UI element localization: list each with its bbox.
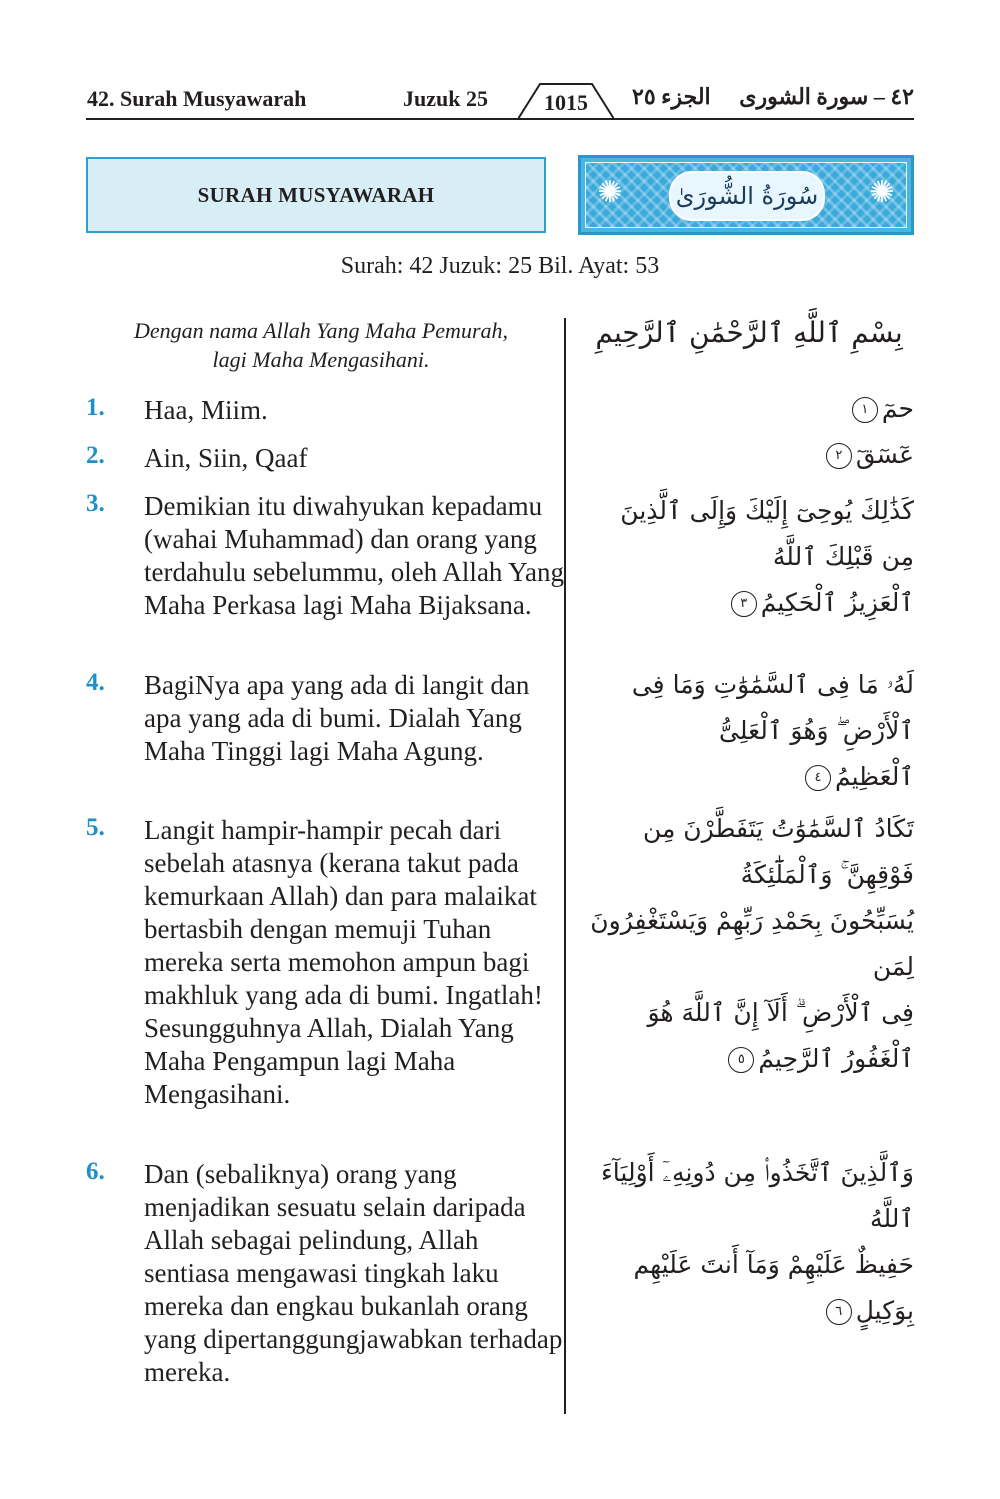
arabic-line: ٱلْعَزِيزُ ٱلْحَكِيمُ <box>760 588 914 617</box>
ayah-marker: ٤ <box>805 765 831 791</box>
arabic-line: يُسَبِّحُونَ بِحَمْدِ رَبِّهِمْ وَيَسْتَغْفِرُونَ لِمَن <box>590 906 914 981</box>
arabic-title: سُورَةُ الشُّورَىٰ <box>675 182 819 210</box>
bismillah-translation <box>88 316 554 374</box>
verse-number: 6. <box>86 1158 105 1185</box>
arabic-title-ornament <box>578 155 914 235</box>
ayah-marker: ٥ <box>728 1047 754 1073</box>
surah-title: SURAH MUSYAWARAH <box>197 182 435 207</box>
arabic-line: فِى ٱلْأَرْضِ ۗ أَلَآ إِنَّ ٱللَّهَ هُوَ ٱلْغَفُورُ ٱلرَّحِيمُ <box>647 998 914 1073</box>
arabic-line: حمٓ <box>881 394 914 423</box>
verse-arabic <box>584 806 914 1082</box>
verse-number: 1. <box>86 394 105 421</box>
verse-text: Ain, Siin, Qaaf <box>144 443 308 473</box>
verse-number: 2. <box>86 442 105 469</box>
column-divider <box>564 318 566 1414</box>
arabic-line: كَذَٰلِكَ يُوحِىٓ إِلَيْكَ وَإِلَى ٱلَّذِينَ مِن قَبْلِكَ ٱللَّهُ <box>620 496 914 571</box>
arabic-line: وَٱلَّذِينَ ٱتَّخَذُوا۟ مِن دُونِهِۦٓ أَوْلِيَآءَ ٱللَّهُ <box>601 1158 914 1233</box>
ornament-star-icon: ✺ <box>597 176 623 209</box>
arabic-line: ٱلْعَظِيمُ <box>834 762 914 791</box>
verse-text: Langit hampir-hampir pecah dari sebelah atasnya (kerana takut pada kemurkaan Allah) dan para malaikat bertasbih dengan memuji Tuhan mereka serta memohon ampun bagi makhluk yang ada di bumi. Ingatlah! Sesungguhnya Allah, Dialah Yang Maha Pengampun lagi Maha Mengasihani. <box>144 815 543 1109</box>
page-number: 1015 <box>544 90 588 115</box>
ayah-marker: ٣ <box>731 591 757 617</box>
bismillah-arabic: بِسْمِ ٱللَّهِ ٱلرَّحْمَٰنِ ٱلرَّحِيمِ <box>595 316 903 349</box>
surah-meta: Surah: 42 Juzuk: 25 Bil. Ayat: 53 <box>340 253 660 279</box>
arabic-title-cartouche <box>669 171 825 221</box>
header-rule <box>86 118 914 120</box>
arabic-line: عٓسٓقٓ <box>855 440 914 469</box>
ornament-star-icon: ✺ <box>869 176 895 209</box>
bismillah-line-2: lagi Maha Mengasihani. <box>212 347 430 372</box>
verse-text: Haa, Miim. <box>144 395 268 425</box>
ayah-marker: ١ <box>852 397 878 423</box>
verse-number: 3. <box>86 490 105 517</box>
header-surah-label: 42. Surah Musyawarah <box>87 86 307 111</box>
arabic-line: تَكَادُ ٱلسَّمَٰوَٰتُ يَتَفَطَّرْنَ مِن فَوْقِهِنَّ ۚ وَٱلْمَلَٰٓئِكَةُ <box>642 814 914 889</box>
ayah-marker: ٢ <box>826 443 852 469</box>
header-arabic-juz: الجزء ٢٥ <box>632 84 711 109</box>
bismillah-line-1: Dengan nama Allah Yang Maha Pemurah, <box>134 318 508 343</box>
ayah-marker: ٦ <box>826 1299 852 1325</box>
verse-number: 5. <box>86 814 105 841</box>
verse-text: Demikian itu diwahyukan kepadamu (wahai Muhammad) dan orang yang terdahulu sebelummu, oleh Allah Yang Maha Perkasa lagi Maha Bijaksana. <box>144 491 564 620</box>
verse-arabic <box>584 432 914 478</box>
verse-arabic <box>584 662 914 800</box>
verse-arabic <box>584 386 914 432</box>
verse-arabic <box>584 1150 914 1334</box>
verse-arabic <box>584 488 914 626</box>
header-juz-label: Juzuk 25 <box>403 86 488 111</box>
verse-text: Dan (sebaliknya) orang yang menjadikan sesuatu selain daripada Allah sebagai pelindung, Allah sentiasa mengawasi tingkah laku mereka dan engkau bukanlah orang yang dipertanggungjawabkan terhadap mereka. <box>144 1159 563 1387</box>
arabic-line: لَهُۥ مَا فِى ٱلسَّمَٰوَٰتِ وَمَا فِى ٱلْأَرْضِ ۖ وَهُوَ ٱلْعَلِىُّ <box>631 670 914 745</box>
verse-number: 4. <box>86 669 105 696</box>
header-arabic-surah: ٤٢ – سورة الشورى <box>739 84 914 109</box>
verse-text: BagiNya apa yang ada di langit dan apa yang ada di bumi. Dialah Yang Maha Tinggi lagi Maha Agung. <box>144 670 530 766</box>
surah-title-box <box>86 157 546 233</box>
arabic-line: حَفِيظٌ عَلَيْهِمْ وَمَآ أَنتَ عَلَيْهِم بِوَكِيلٍ <box>633 1250 914 1325</box>
